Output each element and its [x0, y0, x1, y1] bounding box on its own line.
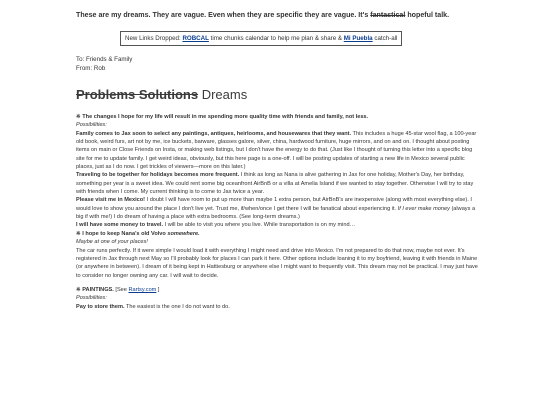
- robcal-link[interactable]: ROBCAL: [182, 35, 209, 42]
- paintings-see-suffix: ]: [156, 286, 160, 293]
- notice-middle: time chunks calendar to help me plan & share &: [208, 35, 344, 42]
- page-title: [76, 88, 480, 102]
- volvo-subheading: Maybe at one of your places!: [76, 239, 148, 246]
- section-family-heading: ※ The changes I hope for my life will result in me spending more quality time with friends and family, not less.: [76, 114, 369, 120]
- paintings-paragraph-1-text: The easiest is the one I do not want to do.: [124, 303, 230, 310]
- intro-text-before: These are my dreams. They are vague. Even when they are specific they are vague. It's: [76, 11, 371, 19]
- title-rest: Dreams: [198, 87, 248, 102]
- volvo-heading-text: ※ I hope to keep Nana's old Volvo: [76, 230, 168, 237]
- family-paragraph-3-text-b: (always a big if with me!) I do dream of having a place with extra bedrooms. (See long-term dreams.): [76, 205, 476, 221]
- paintings-possibilities: Possibilities:: [76, 295, 107, 302]
- family-paragraph-4-lead: I will have some money to travel.: [76, 222, 164, 229]
- to-line: To: Friends & Family: [76, 56, 133, 63]
- family-paragraph-1-lead: Family comes to Jax soon to select any paintings, antiques, heirlooms, and housewares that they want.: [76, 130, 352, 137]
- intro-text-after: hopeful talk.: [405, 11, 450, 19]
- volvo-heading-italic: somewhere.: [167, 230, 200, 237]
- paintings-paragraph-1-lead: Pay to store them.: [76, 303, 125, 310]
- notice-suffix: catch-all: [372, 35, 398, 42]
- from-line: From: Rob: [76, 64, 106, 72]
- family-paragraph-3-lead: Please visit me in Mexico!: [76, 197, 146, 204]
- family-paragraph-3-text-a: I doubt I will have room to put up more than maybe 1 extra person, but AirBnB's are inexpensive (along with most everything else). I would love to show you around the place I don't live yet. Trust me, if/when/once I get there I will be fanatical about experiencing it.: [76, 197, 472, 212]
- letter-content: [76, 11, 480, 311]
- family-paragraph-4-text: I will be able to visit you where you live. While transportation is on my mind…: [163, 222, 356, 229]
- notice-prefix: New Links Dropped:: [125, 35, 183, 42]
- section-family: [76, 113, 480, 280]
- volvo-paragraph: The car runs perfectly. If it were simple I would load it with everything I might need and drive into Mexico. I'm not prepared to do that now, maybe not ever. It's registered in Jax through next May so I'll probably look for places I can park it here. Other options include loaning it to my boyfriend, leaving it with friends in Maine (or anywhere in between). I dream of it being kept in Hattiesburg or anywhere else I might want to frequently visit. This dream may not be practical. I may just have to consider no longer owning any car. I will wait to decide.: [76, 247, 478, 279]
- family-paragraph-2-lead: Traveling to be together for holidays becomes more frequent.: [76, 172, 240, 179]
- family-paragraph-1-text: This includes a huge 45-star wool flag, a 100-year old book, weird furs, art not by me, ice buckets, barware, glasses galore, silver, china, hardwood furniture, huge mirrors, and on and on. I thought about posting items on main or Close Friends on Insta, or making web listings, but I don't have the energy to do that. (Just like I thought of turning this letter into a specific blog site for me to update family. I get weird ideas, obviously, but this here page is a one-off. I will be posting updates of starting a new life in Mexico several public places, just as I do now. I get trickles of viewers—more on this later.): [76, 130, 477, 171]
- new-links-notice: [120, 31, 402, 46]
- section-family-possibilities: Possibilities:: [76, 122, 107, 129]
- family-paragraph-2-text: I think as long as Nana is alive gathering in Jax for one holiday, Mother's Day, her birthday, something per year is a sweet idea. We could rent some big oceanfront AirBnB or a villa at Amelia Island if we wanted to stay together. Otherwise I will try to stay with friends when I come. My current thinking is to come to Jax twice a year.: [76, 172, 474, 196]
- rartsy-link[interactable]: Rartsy.com: [128, 286, 157, 293]
- section-paintings: [76, 286, 480, 311]
- family-paragraph-3-italic: If I ever make money: [397, 205, 450, 212]
- paintings-heading: ※ PAINTINGS.: [76, 286, 114, 293]
- letter-meta: [76, 56, 480, 73]
- intro-strikethrough-word: fantastical: [370, 11, 406, 19]
- section-volvo-heading: [76, 231, 200, 237]
- intro-line: [76, 11, 480, 20]
- paintings-see-prefix: [See: [113, 286, 129, 293]
- mi-puebla-link[interactable]: Mi Puebla: [343, 35, 373, 42]
- title-strikethrough: Problems Solutions: [76, 87, 199, 102]
